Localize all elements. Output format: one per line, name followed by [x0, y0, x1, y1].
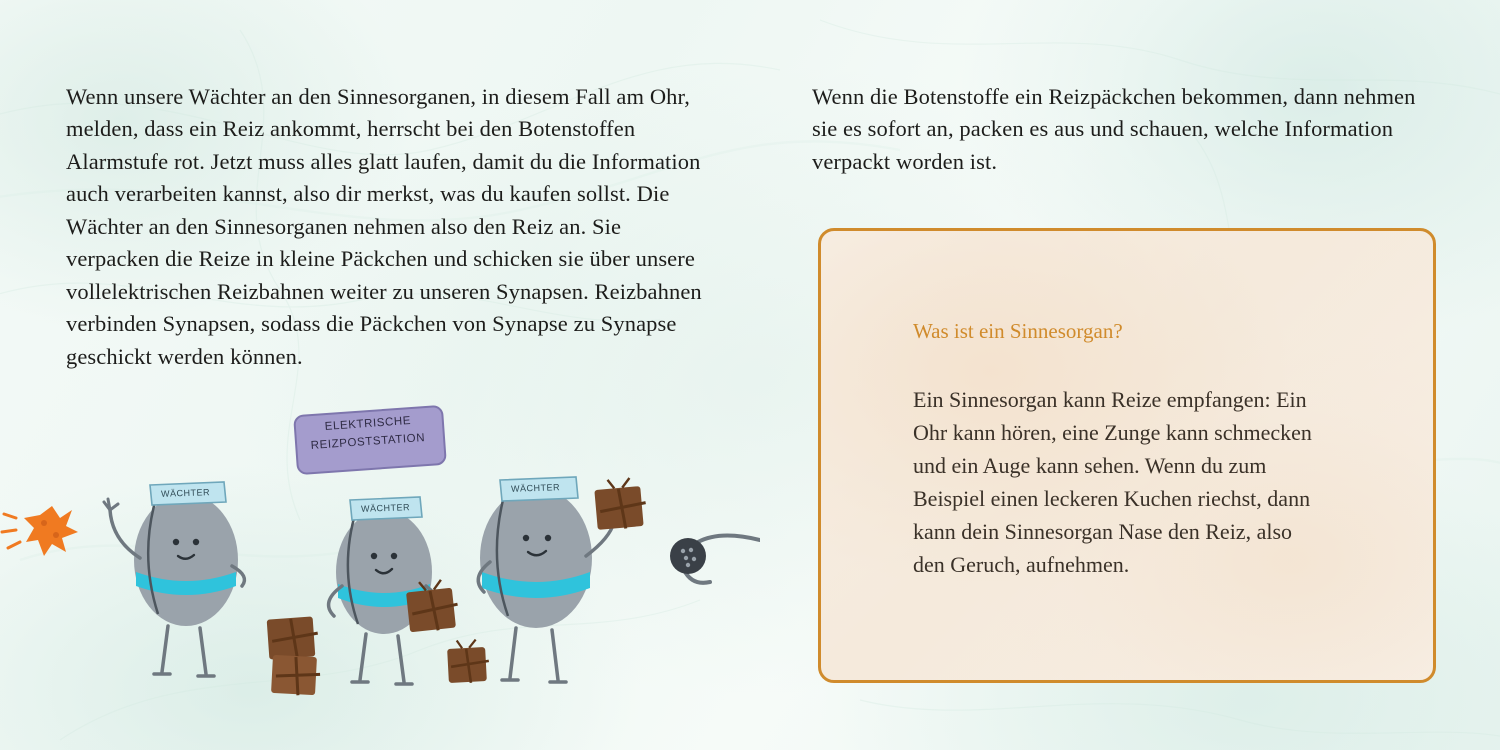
spark-icon — [2, 506, 78, 556]
parcel-held-3 — [594, 478, 647, 531]
parcel-ground-single — [447, 640, 490, 684]
character-waechter-3 — [478, 477, 647, 682]
character-waechter-1 — [104, 482, 244, 676]
badge-label-1: WÄCHTER — [160, 487, 211, 499]
synapse-receiver-icon — [670, 535, 760, 582]
sign-text-line1: ELEKTRISCHE — [324, 414, 412, 434]
illustration-neuron-postmen — [0, 390, 760, 720]
callout-title: Was ist ein Sinnesorgan? — [913, 319, 1123, 343]
character-waechter-2 — [329, 497, 460, 684]
right-body-paragraph: Wenn die Botenstoffe ein Reizpäckchen bekommen, dann nehmen sie es sofort an, packen es aus und schauen, welche Information verpackt worden ist. — [812, 83, 1416, 174]
callout-content — [913, 317, 1313, 581]
callout-body: Ein Sinnesorgan kann Reize empfangen: Ein Ohr kann hören, eine Zunge kann schmecken und ein Auge kann sehen. Wenn du zum Beispiel einen leckeren Kuchen riechst, dann kann dein Sinnesorgan Nase den Reiz, also den Geruch, aufnehmen. — [913, 387, 1312, 577]
badge-label-3: WÄCHTER — [510, 482, 561, 494]
badge-label-2: WÄCHTER — [360, 502, 411, 514]
sign-text-line2: REIZPOSTSTATION — [310, 432, 426, 452]
left-body-paragraph: Wenn unsere Wächter an den Sinnesorganen, in diesem Fall am Ohr, melden, dass ein Reiz ankommt, herrscht bei den Botenstoffen Alarmstufe rot. Jetzt muss alles glatt laufen, damit du die Information auch verarbeiten kannst, also dir merkst, was du kaufen sollst. Die Wächter an den Sinnesorganen nehmen also den Reiz an. Sie verpacken die Reize in kleine Päckchen und schicken sie über unsere vollelektrischen Reizbahnen weiter zu unseren Synapsen. Reizbahnen verbinden Synapsen, sodass die Päckchen von Synapse zu Synapse geschickt werden können. — [66, 83, 702, 369]
left-text-column — [66, 58, 706, 396]
parcel-stack-ground — [267, 616, 321, 696]
right-text-column — [812, 58, 1432, 201]
info-callout-box — [818, 228, 1436, 683]
